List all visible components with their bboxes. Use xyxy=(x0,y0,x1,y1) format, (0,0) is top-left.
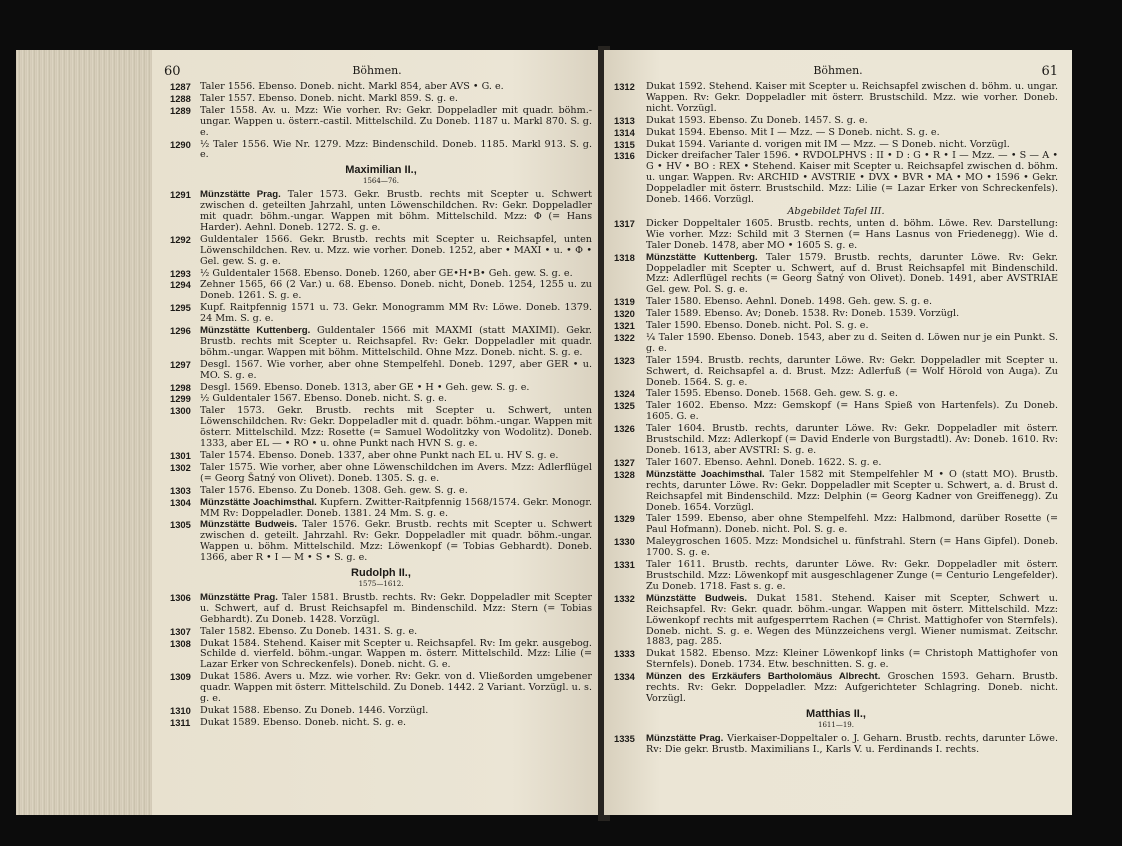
catalog-entry xyxy=(614,537,1058,559)
entry-description: Taler 1602. Ebenso. Mzz: Gemskopf (= Hans Spieß von Hartenfels). Zu Doneb. 1605. G. e. xyxy=(646,400,1058,423)
entry-number: 1333 xyxy=(614,648,635,660)
entry-text xyxy=(646,672,1058,705)
entry-text xyxy=(200,672,592,705)
entry-text xyxy=(646,356,1058,389)
mint-heading: Münzstätte Budweis. xyxy=(646,592,748,604)
entry-number: 1334 xyxy=(614,671,635,683)
entry-description: Taler 1581. Brustb. rechts. Rv: Gekr. Doppeladler mit Scepter u. Schwert, auf d. Brust Reichsapfel m. Bindenschild. Mzz: Stern (= Tobias Gebhardt). Zu Doneb. 1428. Vorzügl. xyxy=(200,591,592,625)
entry-number: 1322 xyxy=(614,331,635,343)
entry-number: 1315 xyxy=(614,138,635,150)
entry-description: ½ Guldentaler 1568. Ebenso. Doneb. 1260, aber GE•H•B• Geh. gew. S. g. e. xyxy=(200,267,573,279)
mint-heading: Münzstätte Prag. xyxy=(200,591,278,603)
section-heading-matthias xyxy=(614,709,1058,731)
entry-number: 1324 xyxy=(614,388,635,400)
catalog-entry xyxy=(170,280,592,302)
entry-number: 1297 xyxy=(170,358,191,370)
entry-number: 1304 xyxy=(170,496,191,508)
entry-text xyxy=(646,82,1058,115)
entry-number: 1294 xyxy=(170,279,191,291)
entry-number: 1327 xyxy=(614,456,635,468)
left-page xyxy=(152,50,602,815)
entry-description: Taler 1557. Ebenso. Doneb. nicht. Markl 859. S. g. e. xyxy=(200,92,458,104)
entry-number: 1311 xyxy=(170,716,191,728)
entry-description: Dukat 1581. Stehend. Kaiser mit Scepter, Schwert u. Reichsapfel. Rv: Gekr. quadr. böhm.-ungar. Wappen mit österr. Mittelschild. Mzz: Löwenkopf rechts mit aufgesperrtem Rachen (= Christ. Mattighofer von Sternfels). Doneb. nicht. S. g. e. Wegen des Münzzeichens vergl. Wiener numismat. Zeitschr. 1883, pag. 285. xyxy=(646,592,1058,648)
catalog-entry xyxy=(170,463,592,485)
entry-number: 1330 xyxy=(614,536,635,548)
mint-heading: Münzstätte Joachimsthal. xyxy=(646,468,765,480)
entry-text xyxy=(200,593,592,626)
entry-description: Maleygroschen 1605. Mzz: Mondsichel u. fünfstrahl. Stern (= Hans Gipfel). Doneb. 1700. S. g. e. xyxy=(646,536,1058,559)
left-catalog-entries xyxy=(170,82,592,730)
entry-number: 1298 xyxy=(170,381,191,393)
catalog-entry xyxy=(614,672,1058,705)
entry-description: Taler 1576. Ebenso. Zu Doneb. 1308. Geh. gew. S. g. e. xyxy=(200,484,468,496)
entry-number: 1306 xyxy=(170,591,191,603)
entry-description: ½ Guldentaler 1567. Ebenso. Doneb. nicht. S. g. e. xyxy=(200,393,447,405)
entry-text xyxy=(646,514,1058,536)
catalog-entry xyxy=(170,706,592,717)
catalog-entry xyxy=(614,321,1058,332)
entry-text xyxy=(646,649,1058,671)
entry-text xyxy=(646,470,1058,514)
catalog-entry xyxy=(170,94,592,105)
catalog-entry xyxy=(170,326,592,359)
entry-description: Taler 1573. Gekr. Brustb. rechts mit Scepter u. Schwert, unten Löwenschildchen. Rv: Gekr. Doppeladler mit d. quadr. böhm.-ungar. Wappen mit österr. Mittelschild. Mzz: Rosette (= Samuel Wodolitzky von Wodolitz). Doneb. 1333, aber EL — • RO • u. ohne Punkt nach HVN S. g. e. xyxy=(200,405,592,450)
entry-text xyxy=(200,360,592,382)
entry-description: Taler 1607. Ebenso. Aehnl. Doneb. 1622. S. g. e. xyxy=(646,456,882,468)
entry-number: 1307 xyxy=(170,625,191,637)
entry-number: 1309 xyxy=(170,671,191,683)
catalog-entry xyxy=(614,470,1058,514)
mint-heading: Münzstätte Prag. xyxy=(646,732,724,744)
entry-number: 1296 xyxy=(170,325,191,337)
catalog-entry xyxy=(170,406,592,450)
catalog-entry xyxy=(614,309,1058,320)
entry-number: 1325 xyxy=(614,400,635,412)
ruler-name: Matthias II., xyxy=(806,707,866,720)
entry-description: Dicker Doppeltaler 1605. Brustb. rechts, unten d. böhm. Löwe. Rev. Darstellung: Wie vorher. Mzz: Schild mit 3 Sternen (= Hans Lasnus von Friedenegg). Wie d. Taler Doneb. 1478, aber MO • 1605 S. g. e. xyxy=(646,217,1058,251)
entry-text xyxy=(200,235,592,268)
catalog-entry xyxy=(614,389,1058,400)
entry-description: Taler 1556. Ebenso. Doneb. nicht. Markl 854, aber AVS • G. e. xyxy=(200,81,504,92)
entry-text xyxy=(200,718,592,729)
entry-description: Taler 1558. Av. u. Mzz: Wie vorher. Rv: Gekr. Doppeladler mit quadr. böhm.-ungar. Wappen u. österr.-castil. Mittelschild. Zu Doneb. 1187 u. Markl 870. S. g. e. xyxy=(200,104,592,138)
catalog-entry xyxy=(614,401,1058,423)
entry-description: Dukat 1586. Avers u. Mzz. wie vorher. Rv: Gekr. von d. Vließorden umgebener quadr. Wappen mit österr. Mittelschild. Zu Doneb. 1442. 2 Variant. Vorzügl. u. s. g. e. xyxy=(200,671,592,705)
mint-heading: Münzstätte Joachimsthal. xyxy=(200,496,317,508)
entry-text xyxy=(200,82,592,93)
catalog-entry xyxy=(170,394,592,405)
catalog-entry xyxy=(170,498,592,520)
entry-text xyxy=(200,463,592,485)
entry-text xyxy=(200,498,592,520)
entry-description: Taler 1611. Brustb. rechts, darunter Löwe. Rv: Gekr. Doppeladler mit österr. Brustschild. Mzz: Löwenkopf mit ausgeschlagener Zunge (= Centurio Lengefelder). Zu Doneb. 1718. Fast s. g. e. xyxy=(646,559,1058,592)
right-catalog-entries xyxy=(614,82,1058,756)
entry-description: Taler 1579. Brustb. rechts, darunter Löwe. Rv: Gekr. Doppeladler mit Scepter u. Schwert, auf d. Brust Reichsapfel mit Bindenschild. Mzz: Adlerflügel rechts (= Georg Šatný von Olivet). Doneb. 1491, aber AVSTRIAE Gel. gew. Pol. S. g. e. xyxy=(646,251,1058,296)
catalog-entry xyxy=(614,128,1058,139)
entry-description: Dukat 1584. Stehend. Kaiser mit Scepter u. Reichsapfel. Rv: Im gekr. ausgebog. Schilde d. vierfeld. böhm.-ungar. Wappen m. österr. Mittelschild. Mzz: Lilie (= Lazar Erker von Schreckenfels). Doneb. nicht. G. e. xyxy=(200,637,592,671)
catalog-entry xyxy=(614,514,1058,536)
entry-text xyxy=(200,706,592,717)
entry-number: 1329 xyxy=(614,513,635,525)
entry-description: Taler 1590. Ebenso. Doneb. nicht. Pol. S. g. e. xyxy=(646,320,869,332)
entry-description: Dukat 1594. Ebenso. Mit I — Mzz. — S Doneb. nicht. S. g. e. xyxy=(646,126,940,138)
entry-description: Dukat 1593. Ebenso. Zu Doneb. 1457. S. g. e. xyxy=(646,114,868,126)
entry-description: Guldentaler 1566. Gekr. Brustb. rechts mit Scepter u. Reichsapfel, unten Löwenschildchen. Rev. u. Mzz. wie vorher. Doneb. 1252, aber • MAXI • u. • Φ • Gel. gew. S. g. e. xyxy=(200,233,592,267)
entry-number: 1290 xyxy=(170,138,191,150)
catalog-entry xyxy=(170,451,592,462)
entry-description: Groschen 1593. Geharn. Brustb. rechts. Rv: Gekr. Doppeladler. Mzz: Aufgerichteter Schlagring. Doneb. nicht. Vorzügl. xyxy=(646,671,1058,704)
entry-text xyxy=(646,560,1058,593)
entry-description: Zehner 1565, 66 (2 Var.) u. 68. Ebenso. Doneb. nicht, Doneb. 1254, 1255 u. zu Doneb. 1261. S. g. e. xyxy=(200,279,592,302)
entry-text xyxy=(200,639,592,672)
entry-text xyxy=(200,303,592,325)
entry-number: 1328 xyxy=(614,468,635,480)
entry-text xyxy=(646,537,1058,559)
entry-description: Taler 1582 mit Stempelfehler M • O (statt MO). Brustb. rechts, darunter Löwe. Rv: Gekr. Doppeladler mit Scepter u. Schwert, a. d. Brust d. Reichsapfel mit Bindenschild. Mzz: Delphin (= Georg Kadner von Greiffenegg). Zu Doneb. 1654. Vorzügl. xyxy=(646,468,1059,513)
entry-description: Taler 1589. Ebenso. Av; Doneb. 1538. Rv: Doneb. 1539. Vorzügl. xyxy=(646,308,960,320)
entry-text xyxy=(200,451,592,462)
entry-text xyxy=(200,269,592,280)
entry-description: Taler 1580. Ebenso. Aehnl. Doneb. 1498. Geh. gew. S. g. e. xyxy=(646,296,933,308)
entry-text xyxy=(200,94,592,105)
entry-description: Taler 1594. Brustb. rechts, darunter Löwe. Rv: Gekr. Doppeladler mit Scepter u. Schwert, d. Reichsapfel a. d. Brust. Mzz: Adlerfuß (= Wolf Hörold von Auga). Zu Doneb. 1564. S. g. e. xyxy=(646,354,1058,388)
mint-heading: Münzstätte Kuttenberg. xyxy=(200,325,311,337)
entry-text xyxy=(646,309,1058,320)
entry-number: 1302 xyxy=(170,461,191,473)
catalog-entry xyxy=(614,424,1058,457)
entry-description: Dukat 1582. Ebenso. Mzz: Kleiner Löwenkopf links (= Christoph Mattighofer von Sternfels). Doneb. 1734. Etw. beschnitten. S. g. e. xyxy=(646,648,1058,671)
entry-number: 1287 xyxy=(170,81,191,92)
entry-text xyxy=(646,297,1058,308)
right-page xyxy=(604,50,1072,815)
catalog-entry xyxy=(614,560,1058,593)
entry-number: 1293 xyxy=(170,267,191,279)
entry-number: 1314 xyxy=(614,126,635,138)
ruler-dates: 1564—76. xyxy=(363,177,399,186)
entry-description: Vierkaiser-Doppeltaler o. J. Geharn. Brustb. rechts, darunter Löwe. Rv: Die gekr. Brustb. Maximilians I., Karls V. u. Ferdinands I. rechts. xyxy=(646,732,1058,755)
entry-description: Guldentaler 1566 mit MAXMI (statt MAXIMI). Gekr. Brustb. rechts mit Scepter u. Reichsapfel. Rv: Gekr. Doppeladler mit quadr. böhm.-ungar. Wappen mit böhm. Mittelschild. Ohne Mzz. Doneb. nicht. S. g. e. xyxy=(200,325,592,358)
entry-number: 1301 xyxy=(170,450,191,461)
entry-text xyxy=(646,140,1058,151)
entry-number: 1331 xyxy=(614,559,635,571)
entry-description: Kupf. Raitpfennig 1571 u. 73. Gekr. Monogramm MM Rv: Löwe. Doneb. 1379. 24 Mm. S. g. e. xyxy=(200,302,592,325)
entry-number: 1323 xyxy=(614,354,635,366)
entry-text xyxy=(646,734,1058,756)
entry-description: Dicker dreifacher Taler 1596. • RVDOLPHVS : II • D : G • R • I — Mzz. — • S — A • G • HV • BO : REX • Stehend. Kaiser mit Scepter u. Reichsapfel zwischen d. böhm. u. ungar. Wappen. Rv: ARCHID • AVSTRIE • DVX • BVR • MA • MO • 1596 • Gekr. Doppeladler mit österr. Brustschild. Mzz: Lilie (= Lazar Erker von Schreckenfels). Doneb. 1466. Vorzügl. xyxy=(646,150,1058,206)
entry-text xyxy=(646,253,1058,297)
catalog-entry xyxy=(170,672,592,705)
entry-description: Dukat 1594. Variante d. vorigen mit IM — Mzz. — S Doneb. nicht. Vorzügl. xyxy=(646,138,1010,150)
catalog-entry xyxy=(170,360,592,382)
entry-text xyxy=(200,383,592,394)
entry-description: ½ Taler 1556. Wie Nr. 1279. Mzz: Bindenschild. Doneb. 1185. Markl 913. S. g. e. xyxy=(200,138,592,161)
entry-description: Taler 1573. Gekr. Brustb. rechts mit Scepter u. Schwert zwischen d. geteilten Jahrzahl, unten Löwenschildchen. Rv: Gekr. Doppeladler mit quadr. böhm.-ungar. Wappen mit böhm. Mittelschild. Mzz: Φ (= Hans Harder). Aehnl. Doneb. 1272. S. g. e. xyxy=(200,189,592,233)
entry-description: Kupfern. Zwitter-Raitpfennig 1568/1574. Gekr. Monogr. MM Rv: Doppeladler. Doneb. 1381. 24 Mm. S. g. e. xyxy=(200,496,593,519)
catalog-entry xyxy=(170,718,592,729)
catalog-entry xyxy=(170,140,592,162)
entry-number: 1289 xyxy=(170,104,191,116)
entry-text xyxy=(200,140,592,162)
entry-text xyxy=(646,333,1058,355)
entry-number: 1299 xyxy=(170,393,191,405)
left-running-head: Böhmen. xyxy=(352,64,402,77)
catalog-entry xyxy=(614,297,1058,308)
entry-text xyxy=(646,424,1058,457)
catalog-entry xyxy=(614,253,1058,297)
catalog-entry xyxy=(170,627,592,638)
ruler-name: Maximilian II., xyxy=(345,164,417,177)
entry-description: Dukat 1592. Stehend. Kaiser mit Scepter u. Reichsapfel zwischen d. böhm. u. ungar. Wappen. Rv: Gekr. Doppeladler mit österr. Brustschild. Mzz. wie vorher. Doneb. nicht. Vorzügl. xyxy=(646,81,1058,114)
catalog-entry xyxy=(170,303,592,325)
entry-description: Taler 1595. Ebenso. Doneb. 1568. Geh. gew. S. g. e. xyxy=(646,388,898,400)
entry-text xyxy=(646,219,1058,252)
entry-text xyxy=(200,394,592,405)
entry-description: Taler 1575. Wie vorher, aber ohne Löwenschildchen im Avers. Mzz: Adlerflügel (= Georg Šatný von Olivet). Doneb. 1305. S. g. e. xyxy=(200,461,592,484)
plate-caption: Abgebildet Tafel III. xyxy=(787,205,885,217)
catalog-entry xyxy=(614,594,1058,649)
entry-text xyxy=(200,406,592,450)
entry-description: ¼ Taler 1590. Ebenso. Doneb. 1543, aber zu d. Seiten d. Löwen nur je ein Punkt. S. g. e. xyxy=(646,331,1058,354)
entry-number: 1317 xyxy=(614,217,635,229)
entry-text xyxy=(200,106,592,139)
entry-number: 1300 xyxy=(170,405,191,417)
ruler-dates: 1575—1612. xyxy=(358,579,404,588)
entry-number: 1292 xyxy=(170,233,191,245)
mint-heading: Münzstätte Budweis. xyxy=(200,519,298,531)
entry-description: Dukat 1588. Ebenso. Zu Doneb. 1446. Vorzügl. xyxy=(200,704,429,716)
catalog-entry xyxy=(170,486,592,497)
mint-heading: Münzen des Erzkäufers Bartholomäus Albrecht. xyxy=(646,671,881,683)
entry-number: 1318 xyxy=(614,251,635,263)
entry-number: 1291 xyxy=(170,189,191,201)
entry-number: 1310 xyxy=(170,704,191,716)
entry-number: 1319 xyxy=(614,296,635,308)
entry-number: 1320 xyxy=(614,308,635,320)
entry-text xyxy=(646,128,1058,139)
entry-text xyxy=(646,321,1058,332)
catalog-entry xyxy=(170,82,592,93)
catalog-entry xyxy=(170,235,592,268)
entry-text xyxy=(646,458,1058,469)
right-running-head: Böhmen. xyxy=(813,64,863,77)
catalog-entry xyxy=(170,190,592,234)
left-page-number: 60 xyxy=(164,64,181,79)
entry-number: 1313 xyxy=(614,114,635,126)
right-page-number: 61 xyxy=(1041,64,1058,79)
entry-number: 1335 xyxy=(614,732,635,744)
entry-number: 1321 xyxy=(614,320,635,332)
entry-text xyxy=(200,486,592,497)
mint-heading: Münzstätte Prag. xyxy=(200,189,281,201)
entry-number: 1316 xyxy=(614,150,635,162)
entry-text xyxy=(200,520,592,564)
entry-text xyxy=(200,627,592,638)
entry-text xyxy=(200,190,592,234)
mint-heading: Münzstätte Kuttenberg. xyxy=(646,251,758,263)
entry-description: Desgl. 1569. Ebenso. Doneb. 1313, aber GE • H • Geh. gew. S. g. e. xyxy=(200,381,530,393)
section-heading-rudolph xyxy=(170,568,592,590)
entry-text xyxy=(646,401,1058,423)
entry-number: 1326 xyxy=(614,423,635,435)
entry-number: 1332 xyxy=(614,592,635,604)
entry-description: Taler 1574. Ebenso. Doneb. 1337, aber ohne Punkt nach EL u. HV S. g. e. xyxy=(200,450,559,461)
entry-text xyxy=(200,326,592,359)
entry-description: Taler 1599. Ebenso, aber ohne Stempelfehl. Mzz: Halbmond, darüber Rosette (= Paul Hofmann). Doneb. nicht. Pol. S. g. e. xyxy=(646,513,1058,536)
book-page-edges xyxy=(16,50,152,815)
ruler-dates: 1611—19. xyxy=(818,720,854,729)
catalog-entry xyxy=(614,140,1058,151)
entry-number: 1303 xyxy=(170,484,191,496)
catalog-entry xyxy=(170,269,592,280)
entry-text xyxy=(646,594,1058,649)
ruler-name: Rudolph II., xyxy=(351,567,411,580)
entry-text xyxy=(646,151,1058,206)
entry-description: Taler 1604. Brustb. rechts, darunter Löwe. Rv: Gekr. Doppeladler mit österr. Brustschild. Mzz: Adlerkopf (= David Enderle von Burgstadtl). Av: Doneb. 1610. Rv: Doneb. 1613, aber AVSTRI: S. g. e. xyxy=(646,423,1058,456)
catalog-entry xyxy=(614,116,1058,127)
entry-text xyxy=(646,389,1058,400)
catalog-entry xyxy=(614,458,1058,469)
catalog-entry xyxy=(170,593,592,626)
catalog-entry xyxy=(170,383,592,394)
section-heading-maximilian xyxy=(170,165,592,187)
entry-text xyxy=(646,116,1058,127)
entry-description: Dukat 1589. Ebenso. Doneb. nicht. S. g. e. xyxy=(200,716,407,728)
entry-description: Taler 1576. Gekr. Brustb. rechts mit Scepter u. Schwert zwischen d. geteilt. Jahrzahl. Rv: Gekr. Doppeladler mit quadr. böhm.-ungar. Wappen u. böhm. Mittelschild. Mzz: Löwenkopf (= Tobias Gebhardt). Doneb. 1366, aber R • I — M • S • S. g. e. xyxy=(200,519,592,564)
catalog-entry xyxy=(614,82,1058,115)
entry-description: Desgl. 1567. Wie vorher, aber ohne Stempelfehl. Doneb. 1297, aber GER • u. MO. S. g. e. xyxy=(200,358,592,381)
entry-number: 1305 xyxy=(170,519,191,531)
catalog-entry xyxy=(614,333,1058,355)
catalog-entry xyxy=(614,356,1058,389)
entry-description: Taler 1582. Ebenso. Zu Doneb. 1431. S. g. e. xyxy=(200,625,418,637)
entry-number: 1312 xyxy=(614,81,635,92)
catalog-entry xyxy=(614,219,1058,252)
catalog-entry xyxy=(614,151,1058,206)
catalog-entry xyxy=(170,639,592,672)
entry-text xyxy=(200,280,592,302)
catalog-entry xyxy=(170,106,592,139)
catalog-entry xyxy=(170,520,592,564)
catalog-entry xyxy=(614,649,1058,671)
entry-number: 1288 xyxy=(170,92,191,104)
catalog-entry xyxy=(614,734,1058,756)
entry-number: 1295 xyxy=(170,302,191,314)
entry-number: 1308 xyxy=(170,637,191,649)
